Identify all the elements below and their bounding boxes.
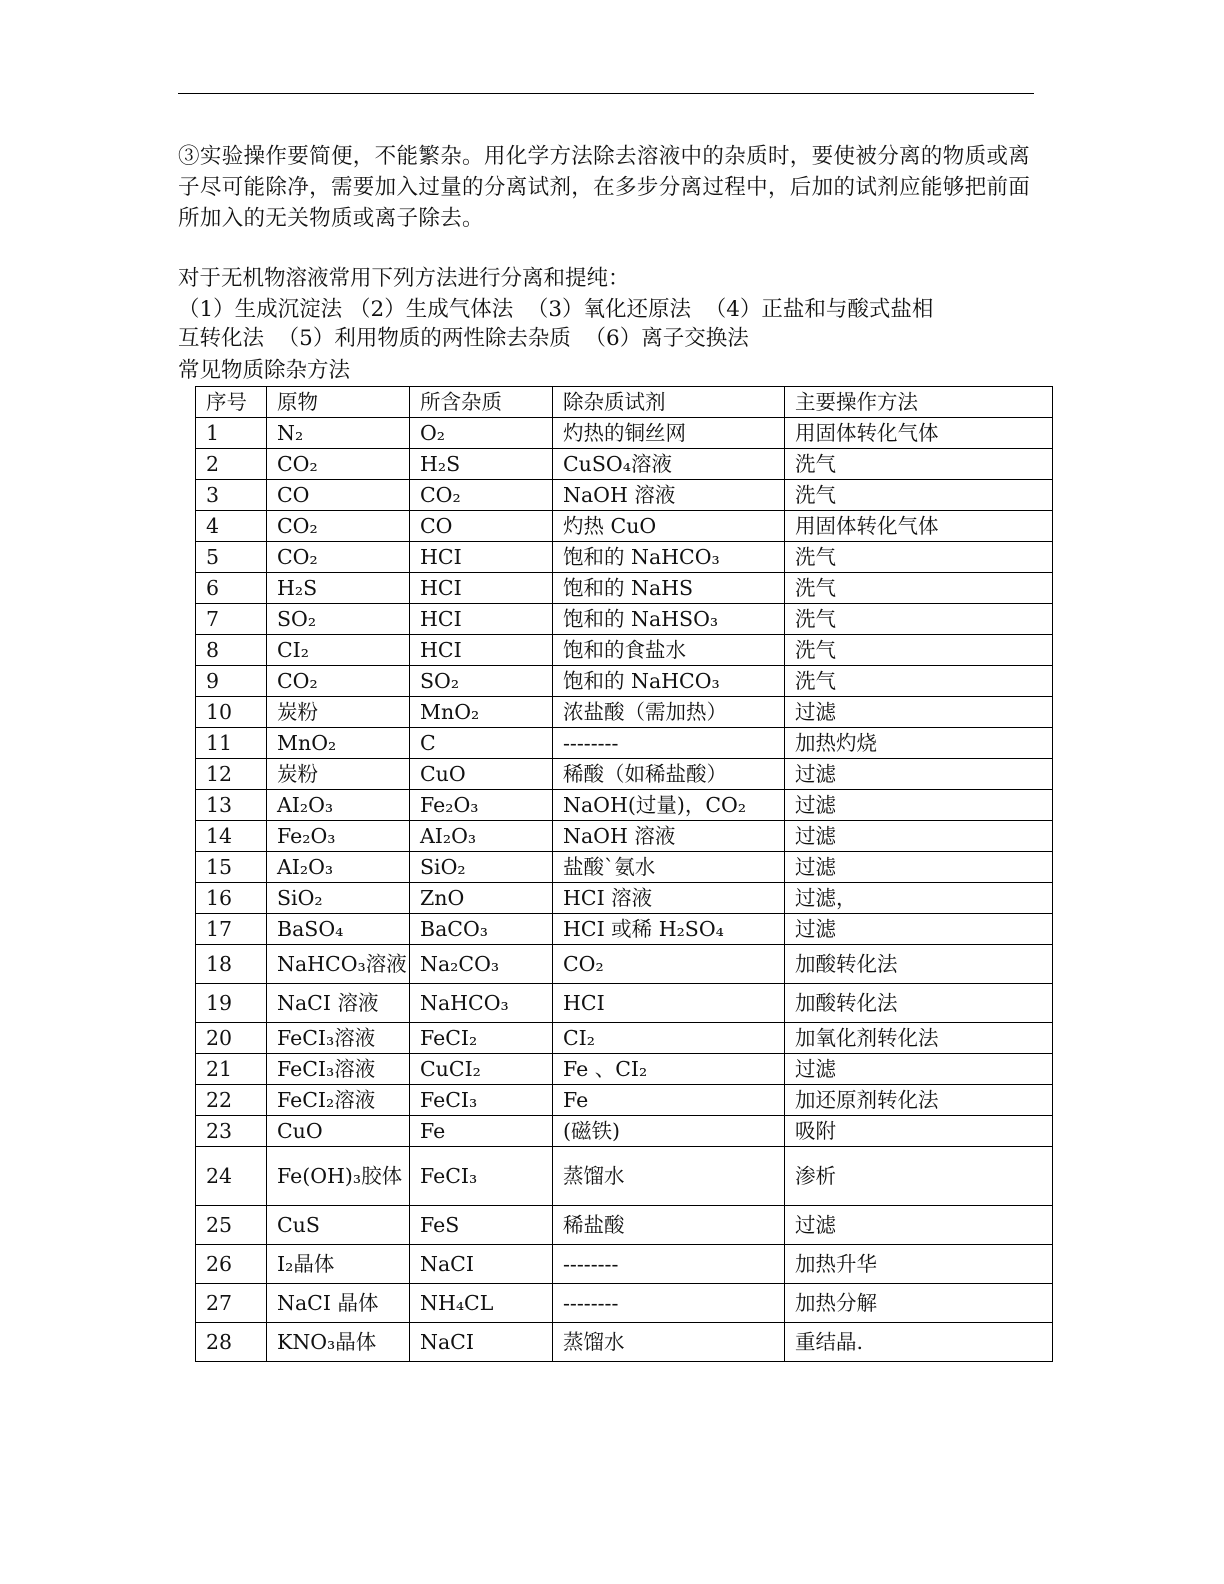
table-cell: NaOH 溶液 <box>553 480 785 511</box>
table-cell: FeCI₃ <box>410 1147 553 1206</box>
table-row <box>196 666 1053 697</box>
table-cell: C <box>410 728 553 759</box>
table-row <box>196 418 1053 449</box>
table-cell: BaCO₃ <box>410 914 553 945</box>
table-cell: 13 <box>196 790 267 821</box>
table-cell: -------- <box>553 1245 785 1284</box>
table-cell: CO₂ <box>267 542 410 573</box>
table-cell: Fe 、CI₂ <box>553 1054 785 1085</box>
table-cell: 饱和的 NaHCO₃ <box>553 542 785 573</box>
table-row <box>196 604 1053 635</box>
table-row <box>196 1116 1053 1147</box>
table-cell: 17 <box>196 914 267 945</box>
table-cell: 过滤 <box>785 790 1053 821</box>
table-cell: 蒸馏水 <box>553 1323 785 1362</box>
table-cell: 7 <box>196 604 267 635</box>
table-cell: NaOH(过量)，CO₂ <box>553 790 785 821</box>
table-row <box>196 449 1053 480</box>
table-cell: BaSO₄ <box>267 914 410 945</box>
table-cell: 洗气 <box>785 666 1053 697</box>
table-cell: 过滤 <box>785 914 1053 945</box>
table-cell: 洗气 <box>785 480 1053 511</box>
table-cell: Fe <box>553 1085 785 1116</box>
methods-line-1: （1）生成沉淀法 （2）生成气体法 （3）氧化还原法 （4）正盐和与酸式盐相 <box>178 297 934 322</box>
table-cell: HCI 溶液 <box>553 883 785 914</box>
table-row <box>196 728 1053 759</box>
table-cell: 稀盐酸 <box>553 1206 785 1245</box>
table-cell: CO₂ <box>410 480 553 511</box>
table-row <box>196 945 1053 984</box>
table-cell: 15 <box>196 852 267 883</box>
table-cell: HCI <box>553 984 785 1023</box>
table-cell: MnO₂ <box>267 728 410 759</box>
table-cell: 饱和的 NaHSO₃ <box>553 604 785 635</box>
table-cell: 18 <box>196 945 267 984</box>
table-cell: CI₂ <box>553 1023 785 1054</box>
table-cell: 过滤， <box>785 883 1053 914</box>
table-cell: ZnO <box>410 883 553 914</box>
table-cell: 过滤 <box>785 852 1053 883</box>
table-cell: HCI 或稀 H₂SO₄ <box>553 914 785 945</box>
table-row <box>196 759 1053 790</box>
table-cell: CO₂ <box>267 449 410 480</box>
table-cell: MnO₂ <box>410 697 553 728</box>
table-cell: 过滤 <box>785 1054 1053 1085</box>
table-cell: 加热灼烧 <box>785 728 1053 759</box>
table-cell: CuCI₂ <box>410 1054 553 1085</box>
table-row <box>196 790 1053 821</box>
table-cell: 洗气 <box>785 635 1053 666</box>
table-cell: 加酸转化法 <box>785 945 1053 984</box>
table-cell: CuO <box>410 759 553 790</box>
table-cell: HCI <box>410 635 553 666</box>
table-cell: 19 <box>196 984 267 1023</box>
table-cell: 浓盐酸（需加热） <box>553 697 785 728</box>
table-cell: 吸附 <box>785 1116 1053 1147</box>
table-cell: Na₂CO₃ <box>410 945 553 984</box>
column-header: 主要操作方法 <box>785 387 1053 418</box>
table-cell: FeCI₂溶液 <box>267 1085 410 1116</box>
table-cell: AI₂O₃ <box>410 821 553 852</box>
table-row <box>196 635 1053 666</box>
table-cell: 23 <box>196 1116 267 1147</box>
table-cell: FeS <box>410 1206 553 1245</box>
table-cell: (磁铁) <box>553 1116 785 1147</box>
table-cell: 14 <box>196 821 267 852</box>
table-cell: CO₂ <box>267 666 410 697</box>
table-cell: 10 <box>196 697 267 728</box>
table-cell: 蒸馏水 <box>553 1147 785 1206</box>
table-cell: 加热升华 <box>785 1245 1053 1284</box>
table-cell: 2 <box>196 449 267 480</box>
table-cell: SO₂ <box>267 604 410 635</box>
table-cell: NH₄CL <box>410 1284 553 1323</box>
table-row <box>196 1206 1053 1245</box>
table-cell: 用固体转化气体 <box>785 418 1053 449</box>
table-cell: 28 <box>196 1323 267 1362</box>
table-cell: 过滤 <box>785 697 1053 728</box>
table-cell: 炭粉 <box>267 759 410 790</box>
table-cell: 渗析 <box>785 1147 1053 1206</box>
table-cell: 20 <box>196 1023 267 1054</box>
table-cell: 21 <box>196 1054 267 1085</box>
table-row <box>196 1085 1053 1116</box>
table-cell: KNO₃晶体 <box>267 1323 410 1362</box>
table-row <box>196 1054 1053 1085</box>
impurity-removal-table <box>195 386 1053 1362</box>
table-cell: HCI <box>410 573 553 604</box>
table-cell: Fe₂O₃ <box>410 790 553 821</box>
table-cell: 过滤 <box>785 759 1053 790</box>
table-row <box>196 821 1053 852</box>
table-row <box>196 1284 1053 1323</box>
intro-line: 对于无机物溶液常用下列方法进行分离和提纯： <box>178 266 630 291</box>
table-cell: 5 <box>196 542 267 573</box>
table-cell: CuS <box>267 1206 410 1245</box>
table-header-row <box>196 387 1053 418</box>
table-cell: -------- <box>553 728 785 759</box>
table-cell: 灼热 CuO <box>553 511 785 542</box>
table-cell: NaCI <box>410 1323 553 1362</box>
table-cell: 灼热的铜丝网 <box>553 418 785 449</box>
column-header: 除杂质试剂 <box>553 387 785 418</box>
table-row <box>196 542 1053 573</box>
column-header: 所含杂质 <box>410 387 553 418</box>
table-row <box>196 1245 1053 1284</box>
table-cell: CO₂ <box>553 945 785 984</box>
table-row <box>196 914 1053 945</box>
table-row <box>196 1147 1053 1206</box>
table-row <box>196 480 1053 511</box>
table-cell: 过滤 <box>785 1206 1053 1245</box>
table-cell: 6 <box>196 573 267 604</box>
table-cell: 12 <box>196 759 267 790</box>
table-cell: Fe₂O₃ <box>267 821 410 852</box>
table-cell: 8 <box>196 635 267 666</box>
methods-line-2: 互转化法 （5）利用物质的两性除去杂质 （6）离子交换法 <box>178 326 749 351</box>
table-caption: 常见物质除杂方法 <box>178 358 351 383</box>
table-cell: HCI <box>410 604 553 635</box>
table-cell: NaOH 溶液 <box>553 821 785 852</box>
table-cell: 3 <box>196 480 267 511</box>
table-cell: 用固体转化气体 <box>785 511 1053 542</box>
table-cell: 26 <box>196 1245 267 1284</box>
table-cell: AI₂O₃ <box>267 790 410 821</box>
table-row <box>196 852 1053 883</box>
table-cell: 饱和的 NaHS <box>553 573 785 604</box>
table-cell: NaHCO₃ <box>410 984 553 1023</box>
table-cell: 22 <box>196 1085 267 1116</box>
table-cell: 加还原剂转化法 <box>785 1085 1053 1116</box>
table-cell: 饱和的 NaHCO₃ <box>553 666 785 697</box>
paragraph-1: ③实验操作要简便，不能繁杂。用化学方法除去溶液中的杂质时，要使被分离的物质或离子尽可能除净，需要加入过量的分离试剂，在多步分离过程中，后加的试剂应能够把前面所加入的无关物质或离子除去。 <box>178 144 1031 231</box>
table-cell: 炭粉 <box>267 697 410 728</box>
table-cell: NaCI 溶液 <box>267 984 410 1023</box>
table-cell: NaCI 晶体 <box>267 1284 410 1323</box>
table-cell: 饱和的食盐水 <box>553 635 785 666</box>
table-cell: 过滤 <box>785 821 1053 852</box>
table-cell: 盐酸`氨水 <box>553 852 785 883</box>
table-cell: 洗气 <box>785 542 1053 573</box>
table-cell: 洗气 <box>785 449 1053 480</box>
column-header: 序号 <box>196 387 267 418</box>
table-cell: 稀酸（如稀盐酸） <box>553 759 785 790</box>
column-header: 原物 <box>267 387 410 418</box>
table-row <box>196 883 1053 914</box>
table-cell: 1 <box>196 418 267 449</box>
table-cell: Fe(OH)₃胶体 <box>267 1147 410 1206</box>
table-row <box>196 1323 1053 1362</box>
table-cell: FeCI₃溶液 <box>267 1023 410 1054</box>
table-cell: FeCI₃溶液 <box>267 1054 410 1085</box>
table-cell: NaHCO₃溶液 <box>267 945 410 984</box>
table-cell: CuSO₄溶液 <box>553 449 785 480</box>
table-cell: HCI <box>410 542 553 573</box>
table-cell: CO₂ <box>267 511 410 542</box>
header-rule <box>178 93 1034 94</box>
table-cell: CuO <box>267 1116 410 1147</box>
table-cell: 4 <box>196 511 267 542</box>
table-row <box>196 511 1053 542</box>
table-cell: H₂S <box>267 573 410 604</box>
table-cell: 25 <box>196 1206 267 1245</box>
table-cell: SiO₂ <box>267 883 410 914</box>
table-cell: FeCI₂ <box>410 1023 553 1054</box>
table-cell: 洗气 <box>785 573 1053 604</box>
table-cell: CI₂ <box>267 635 410 666</box>
table-row <box>196 984 1053 1023</box>
table-cell: 9 <box>196 666 267 697</box>
table-cell: FeCI₃ <box>410 1085 553 1116</box>
table-cell: 24 <box>196 1147 267 1206</box>
table-cell: 加酸转化法 <box>785 984 1053 1023</box>
table-cell: CO <box>410 511 553 542</box>
table-cell: SO₂ <box>410 666 553 697</box>
table-cell: AI₂O₃ <box>267 852 410 883</box>
table-cell: I₂晶体 <box>267 1245 410 1284</box>
table-cell: -------- <box>553 1284 785 1323</box>
table-cell: 加氧化剂转化法 <box>785 1023 1053 1054</box>
table-cell: CO <box>267 480 410 511</box>
table-row <box>196 1023 1053 1054</box>
table-cell: O₂ <box>410 418 553 449</box>
table-cell: H₂S <box>410 449 553 480</box>
table-cell: Fe <box>410 1116 553 1147</box>
table-cell: 洗气 <box>785 604 1053 635</box>
table-row <box>196 573 1053 604</box>
table-cell: 16 <box>196 883 267 914</box>
table-cell: SiO₂ <box>410 852 553 883</box>
table-cell: 加热分解 <box>785 1284 1053 1323</box>
table-cell: 11 <box>196 728 267 759</box>
table-cell: 重结晶. <box>785 1323 1053 1362</box>
table-cell: N₂ <box>267 418 410 449</box>
table-cell: 27 <box>196 1284 267 1323</box>
table-row <box>196 697 1053 728</box>
table-cell: NaCI <box>410 1245 553 1284</box>
